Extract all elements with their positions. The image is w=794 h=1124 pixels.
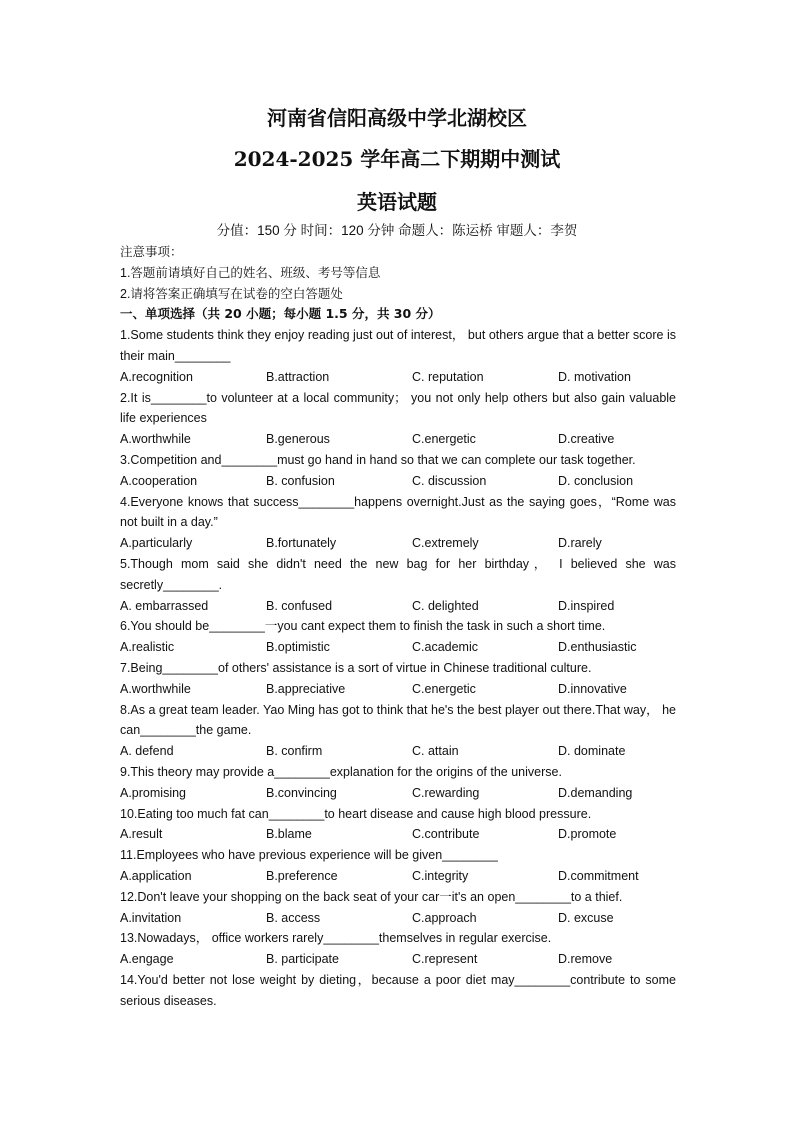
options-row [120, 908, 676, 929]
options-row [120, 866, 676, 887]
option-a: A.result [120, 827, 163, 842]
school-title: 河南省信阳高级中学北湖校区 [267, 106, 527, 130]
question-stem: 1.Some students think they enjoy reading just out of interest， but others argue that a better score is their main________ [120, 328, 676, 363]
option-a: A.worthwhile [120, 681, 191, 696]
option-c: C.energetic [412, 681, 476, 696]
options-row [120, 471, 676, 492]
question-stem: 11.Employees who have previous experience will be given________ [120, 848, 498, 863]
option-d: D. motivation [558, 369, 631, 384]
option-a: A.engage [120, 952, 174, 967]
option-a: A.recognition [120, 369, 193, 384]
question [120, 845, 676, 887]
options-row [120, 824, 676, 845]
question-stem: 2.It is________to volunteer at a local community； you not only help others but also gain valuable life experiences [120, 390, 676, 426]
question [120, 762, 676, 804]
exam-body [120, 242, 676, 1011]
option-a: A.invitation [120, 910, 182, 925]
option-d: D.rarely [558, 536, 602, 551]
option-b: B. confirm [266, 744, 323, 759]
question-stem: 5.Though mom said she didn't need the new bag for her birthday， I believed she was secretly________. [120, 556, 676, 592]
option-a: A.realistic [120, 640, 175, 655]
question [120, 887, 676, 929]
option-c: C.academic [412, 640, 478, 655]
question-stem: 12.Don't leave your shopping on the back seat of your car一it's an open________to a thief. [120, 889, 623, 904]
option-c: C.integrity [412, 868, 469, 883]
note-item: 2.请将答案正确填写在试卷的空白答题处 [120, 286, 343, 301]
options-row [120, 783, 676, 804]
option-b: B. participate [266, 952, 339, 967]
option-d: D.innovative [558, 681, 627, 696]
option-d: D. excuse [558, 910, 614, 925]
option-b: B.generous [266, 432, 330, 447]
question [120, 970, 676, 1012]
options-row [120, 679, 676, 700]
option-d: D.commitment [558, 868, 639, 883]
option-c: C. attain [412, 744, 459, 759]
option-b: B.blame [266, 827, 312, 842]
option-c: C.contribute [412, 827, 480, 842]
question [120, 658, 676, 700]
option-d: D. dominate [558, 744, 626, 759]
option-a: A. embarrassed [120, 598, 209, 613]
options-row [120, 949, 676, 970]
option-b: B.appreciative [266, 681, 346, 696]
options-row [120, 367, 676, 388]
option-b: B. confused [266, 598, 333, 613]
options-row [120, 596, 676, 617]
notes-title: 注意事项： [120, 245, 183, 259]
question [120, 325, 676, 387]
option-c: C.represent [412, 952, 478, 967]
question-stem: 8.As a great team leader. Yao Ming has got to think that he's the best player out there.That way， he can________the game. [120, 702, 676, 738]
option-b: B.optimistic [266, 640, 330, 655]
option-d: D.creative [558, 432, 615, 447]
options-row [120, 429, 676, 450]
question [120, 554, 676, 616]
question-stem: 7.Being________of others' assistance is a sort of virtue in Chinese traditional culture. [120, 660, 592, 675]
question-stem: 4.Everyone knows that success________happens overnight.Just as the saying goes，“Rome was not built in a day.” [120, 494, 676, 530]
options-row [120, 741, 676, 762]
option-b: B. confusion [266, 473, 335, 488]
question [120, 616, 676, 658]
question [120, 388, 676, 450]
option-d: D.demanding [558, 785, 633, 800]
question-stem: 6.You should be________一you cant expect them to finish the task in such a short time. [120, 619, 606, 634]
question-stem: 9.This theory may provide a________explanation for the origins of the universe. [120, 764, 562, 779]
subject-title: 英语试题 [357, 190, 437, 214]
option-a: A. defend [120, 744, 174, 759]
option-d: D.enthusiastic [558, 640, 637, 655]
question-list [120, 325, 676, 1011]
exam-info: 分值：150 分 时间：120 分钟 命题人：陈运桥 审题人：李贺 [216, 223, 578, 238]
exam-title: 2024-2025 学年高二下期期中测试 [233, 147, 561, 171]
question [120, 450, 676, 492]
option-a: A.worthwhile [120, 432, 191, 447]
option-b: B.attraction [266, 369, 330, 384]
option-d: D. conclusion [558, 473, 634, 488]
question-stem: 13.Nowadays， office workers rarely________themselves in regular exercise. [120, 931, 552, 946]
option-c: C.approach [412, 910, 477, 925]
question-stem: 3.Competition and________must go hand in hand so that we can complete our task together. [120, 452, 636, 467]
option-c: C. discussion [412, 473, 487, 488]
option-c: C. reputation [412, 369, 484, 384]
option-b: B.preference [266, 868, 338, 883]
option-a: A.cooperation [120, 473, 198, 488]
option-d: D.promote [558, 827, 617, 842]
option-d: D.inspired [558, 598, 615, 613]
question-stem: 14.You'd better not lose weight by dieting，because a poor diet may________contribute to some serious diseases. [120, 972, 676, 1008]
option-d: D.remove [558, 952, 613, 967]
option-b: B.fortunately [266, 536, 337, 551]
option-c: C.energetic [412, 432, 476, 447]
options-row [120, 637, 676, 658]
option-c: C. delighted [412, 598, 479, 613]
options-row [120, 533, 676, 554]
question [120, 492, 676, 554]
option-c: C.rewarding [412, 785, 480, 800]
option-a: A.application [120, 868, 192, 883]
option-c: C.extremely [412, 536, 479, 551]
question-stem: 10.Eating too much fat can________to heart disease and cause high blood pressure. [120, 806, 592, 821]
option-a: A.particularly [120, 536, 193, 551]
note-item: 1.答题前请填好自己的姓名、班级、考号等信息 [120, 265, 381, 280]
section-title: 一、单项选择（共 20 小题；每小题 1.5 分，共 30 分） [120, 306, 441, 322]
option-b: B.convincing [266, 785, 337, 800]
question [120, 928, 676, 970]
option-a: A.promising [120, 785, 186, 800]
question [120, 804, 676, 846]
option-b: B. access [266, 910, 321, 925]
question [120, 700, 676, 762]
